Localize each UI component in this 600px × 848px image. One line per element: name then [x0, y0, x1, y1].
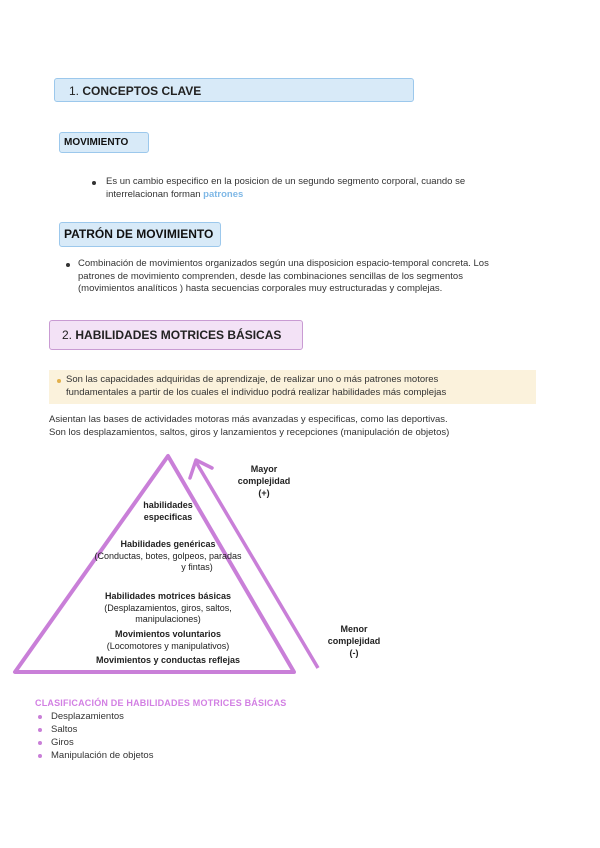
capacidades-line-1: Son las capacidades adquiridas de aprendizaje, de realizar uno o más patrones motores [66, 374, 439, 385]
mayor-complejidad-label [224, 463, 304, 499]
menor-complejidad-label [314, 623, 394, 659]
patrones-highlight: patrones [203, 188, 244, 200]
menor-line-3: (-) [349, 648, 359, 658]
level-4-desc: (Locomotores y manipulativos) [106, 640, 230, 651]
patron-line-1: Combinación de movimientos organizados según una disposicion espacio-temporal concreta. Los [78, 258, 489, 269]
mayor-line-3: (+) [258, 488, 270, 498]
patron-line-2: patrones de movimiento comprenden, desde las combinaciones sencillas de los segmentos [78, 270, 463, 282]
asientan-paragraph [49, 414, 449, 439]
capacidades-line-2: fundamentales a partir de los cuales el individuo podrá realizar habilidades más complejas [66, 386, 447, 398]
level-3-desc-a: (Desplazamientos, giros, saltos, [104, 602, 232, 613]
patron-tag: PATRÓN DE MOVIMIENTO [59, 222, 221, 247]
level-1-title-b: especificas [143, 511, 193, 522]
level-2-title: Habilidades genéricas [120, 539, 216, 549]
section-1-title: CONCEPTOS CLAVE [82, 84, 202, 98]
pyramid-level-5 [36, 655, 300, 667]
bullet-dot [38, 754, 42, 758]
movimiento-line-1: Es un cambio especifico en la posicion de un segundo segmento corporal, cuando se [106, 176, 466, 187]
menor-line-1: Menor [340, 624, 368, 634]
mayor-line-2: complejidad [237, 476, 291, 486]
menor-line-2: complejidad [327, 636, 381, 646]
bullet-dot [57, 379, 61, 383]
capacidades-text [66, 374, 446, 399]
level-1-title-a: habilidades [143, 500, 193, 510]
movimiento-definition [106, 176, 465, 201]
pyramid-level-1 [108, 500, 228, 523]
level-2-desc-a: (Conductas, botes, golpeos, paradas [94, 550, 242, 561]
level-3-desc-b: manipulaciones) [135, 614, 201, 624]
section-1-header [54, 78, 414, 102]
level-3-title: Habilidades motrices básicas [104, 591, 232, 601]
bullet-dot [38, 741, 42, 745]
pyramid-level-2 [70, 539, 266, 574]
bullet-dot [92, 181, 96, 185]
movimiento-line-2-text: interrelacionan forman [106, 188, 204, 200]
movimiento-line-2 [106, 189, 465, 202]
clasificacion-title: CLASIFICACIÓN DE HABILIDADES MOTRICES BÁSICAS [35, 698, 287, 708]
section-2-header [49, 320, 303, 350]
bullet-dot [66, 263, 70, 267]
pyramid-level-4 [46, 629, 290, 652]
section-2-number: 2. [62, 328, 73, 342]
level-4-title: Movimientos voluntarios [114, 629, 221, 639]
pyramid-level-3 [56, 591, 280, 626]
asientan-line-1: Asientan las bases de actividades motoras más avanzadas y especificas, como las deportivas. [49, 414, 448, 425]
patron-line-3: (movimientos analíticos ) hasta secuencias corporales muy estructuradas y complejas. [78, 283, 443, 294]
level-5-title: Movimientos y conductas reflejas [95, 655, 241, 665]
asientan-line-2: Son los desplazamientos, saltos, giros y lanzamientos y recepciones (manipulación de objetos) [49, 426, 450, 438]
section-2-title: HABILIDADES MOTRICES BÁSICAS [75, 328, 282, 342]
level-2-desc-b: y fintas) [181, 562, 213, 572]
clasificacion-item-giros: Giros [51, 737, 74, 748]
bullet-dot [38, 715, 42, 719]
patron-definition [78, 258, 489, 296]
clasificacion-item-desplazamientos: Desplazamientos [51, 711, 124, 722]
clasificacion-item-manipulacion: Manipulación de objetos [51, 750, 154, 761]
section-1-number: 1. [69, 84, 80, 98]
mayor-line-1: Mayor [250, 464, 278, 474]
bullet-dot [38, 728, 42, 732]
movimiento-tag: MOVIMIENTO [59, 132, 149, 153]
clasificacion-item-saltos: Saltos [51, 724, 78, 735]
